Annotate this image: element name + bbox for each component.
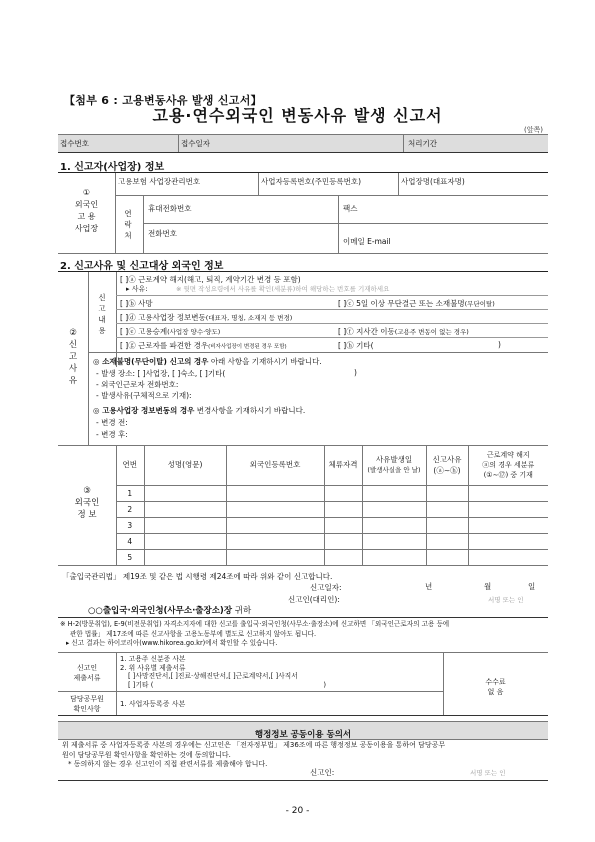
occurrence-place-field[interactable]: - 발생 장소: [ ]사업장, [ ]숙소, [ ]기타(: [96, 369, 226, 378]
reason-a-detail-hint: ※ 뒷면 작성요령에서 사유를 확인(세분류)하여 해당하는 번호를 기재하세요: [176, 285, 390, 293]
status-cell[interactable]: [324, 485, 362, 501]
official-check-item: 1. 사업자등록증 사본: [120, 700, 186, 708]
submit-doc-1: 1. 고용주 신분증 사본: [120, 655, 186, 663]
addressee-prefix: ○○: [88, 606, 103, 616]
consent-reporter-label: 신고인:: [310, 768, 335, 777]
occurrence-date-cell[interactable]: [362, 485, 426, 501]
contact-label-3: 처: [124, 231, 132, 240]
name-cell[interactable]: [144, 549, 226, 565]
consent-title-bar: [58, 721, 548, 740]
row-number: 3: [116, 517, 144, 533]
reason-f-small: (고용주 변동이 없는 경우): [394, 328, 469, 336]
missing-notice-rest: 아래 사항을 기재하시기 바랍니다.: [210, 357, 322, 366]
receipt-date-label: 접수일자: [181, 139, 210, 148]
status-cell[interactable]: [324, 533, 362, 549]
status-cell[interactable]: [324, 549, 362, 565]
fee-value: 없 음: [487, 688, 504, 696]
status-cell[interactable]: [324, 517, 362, 533]
col-header-name: 성명(영문): [144, 445, 226, 485]
consent-line-1: 위 제출서류 중 사업자등록증 사본의 경우에는 신고인은 「전자정부법」 제36조에 따른 행정정보 공동이용을 통하여 담당공무: [62, 741, 446, 749]
submit-doc-other-close: ): [323, 680, 327, 689]
section2-side-label-4: 유: [68, 376, 78, 386]
front-side-label: (앞쪽): [524, 126, 543, 134]
reason-c-small: (무단이탈): [464, 300, 495, 308]
col-header-occurrence-date: [362, 445, 426, 485]
consent-title: 행정정보 공동이용 동의서: [254, 730, 352, 740]
consent-text: [62, 741, 445, 770]
reason-f-label: [ ]ⓕ 지사간 이동: [338, 327, 395, 336]
section3-block: [58, 445, 548, 566]
subcategory-cell[interactable]: [468, 533, 548, 549]
month-label[interactable]: 월: [484, 582, 492, 591]
attachment-label: 【첨부 6 : 고용변동사유 발생 신고서】: [64, 94, 262, 107]
table-row: [116, 485, 548, 501]
name-cell[interactable]: [144, 517, 226, 533]
official-check-label-2: 확인사항: [73, 705, 101, 713]
mobile-phone-field[interactable]: 휴대전화번호: [148, 204, 192, 213]
reason-cell[interactable]: [426, 533, 468, 549]
section1-heading: 1. 신고자(사업장) 정보: [60, 162, 165, 173]
reason-d-small: (대표자, 명칭, 소재지 등 변경): [205, 314, 293, 322]
section1-block: [58, 173, 548, 254]
documents-table: [58, 652, 548, 716]
subcategory-cell[interactable]: [468, 517, 548, 533]
reason-cell[interactable]: [426, 485, 468, 501]
section1-side-label-2: 고 용: [77, 212, 96, 221]
table-row: [116, 501, 548, 517]
email-field[interactable]: 이메일 E-mail: [343, 237, 391, 246]
change-notice: [93, 405, 305, 416]
section3-side-label-1: 외국인: [74, 498, 100, 508]
receipt-number-label: 접수번호: [60, 139, 89, 148]
business-name-field[interactable]: 사업장명(대표자명): [401, 177, 465, 186]
reason-d-checkbox[interactable]: [120, 312, 292, 323]
reg-number-cell[interactable]: [226, 485, 324, 501]
submit-docs-label-2: 제출서류: [73, 674, 101, 682]
subcategory-cell[interactable]: [468, 485, 548, 501]
insurance-number-field[interactable]: 고용보험 사업장관리번호: [118, 177, 201, 186]
section1-number: ①: [82, 188, 91, 197]
contact-label-1: 연: [124, 209, 132, 218]
reason-h-checkbox[interactable]: [ ]ⓗ 기타(: [338, 341, 374, 350]
section3-side-label-2: 정 보: [77, 510, 97, 520]
reason-g-small: (비자사업장이 변경된 경우 포함): [208, 344, 287, 350]
reason-cell[interactable]: [426, 501, 468, 517]
name-cell[interactable]: [144, 533, 226, 549]
occurrence-reason-field[interactable]: - 발생사유(구체적으로 기재):: [96, 391, 192, 400]
occurrence-date-cell[interactable]: [362, 549, 426, 565]
phone-field[interactable]: 전화번호: [148, 229, 177, 238]
reason-e-small: (사업장 양수·양도): [167, 328, 221, 336]
document-title: 고용·연수외국인 변동사유 발생 신고서: [152, 106, 443, 125]
after-change-field[interactable]: - 변경 후:: [96, 430, 128, 439]
contact-label-2: 락: [124, 220, 132, 229]
status-cell[interactable]: [324, 501, 362, 517]
change-notice-rest: 변경사항을 기재하시기 바랍니다.: [196, 406, 306, 415]
business-reg-number-field[interactable]: 사업자등록번호(주민등록번호): [261, 177, 362, 186]
subcategory-cell[interactable]: [468, 501, 548, 517]
reason-e-checkbox[interactable]: [120, 326, 220, 337]
fee-label: 수수료: [485, 678, 506, 686]
table-row: [116, 533, 548, 549]
table-row: [116, 549, 548, 565]
report-date-label: 신고일자:: [310, 583, 342, 592]
addressee-name: 출입국·외국인청(사무소·출장소)장: [102, 606, 233, 616]
missing-notice: [93, 356, 322, 367]
reason-e-label: [ ]ⓔ 고용승계: [120, 327, 168, 336]
addressee-suffix: 귀하: [234, 606, 252, 616]
notice-line-2: 관한 법률」 제17조에 따른 신고사항을 고용노동부에 별도로 신고하지 않아도 됩니다.: [70, 629, 317, 638]
content-label-1: 신: [98, 293, 106, 302]
content-label-2: 고: [98, 304, 106, 313]
declaration-text: 「출입국관리법」 제19조 및 같은 법 시행령 제24조에 따라 위와 같이 신고합니다.: [62, 572, 333, 581]
col-header-serial: 연번: [116, 445, 144, 485]
reason-header-line1: 신고사유: [432, 454, 462, 464]
submit-doc-options[interactable]: [ ]사망진단서,[ ]진료·상해진단서,[ ]근로계약서,[ ]사직서: [128, 672, 298, 680]
reg-number-cell[interactable]: [226, 533, 324, 549]
worker-phone-field[interactable]: - 외국인근로자 전화번호:: [96, 380, 179, 389]
page-number: - 20 -: [285, 806, 310, 816]
occurrence-date-cell[interactable]: [362, 501, 426, 517]
notice-line-1: ※ H-2(방문취업), E-9(비전문취업) 자격소지자에 대한 신고를 출입국·외국인청(사무소·출장소)에 신고하면 「외국인근로자의 고용 등에: [60, 620, 450, 628]
subcategory-header-line1: 근로계약 해지: [486, 450, 530, 459]
table-row: [116, 517, 548, 533]
content-label-4: 용: [98, 326, 106, 335]
row-number: 4: [116, 533, 144, 549]
official-check-label-1: 담당공무원: [70, 695, 104, 703]
section2-side-label-3: 사: [68, 364, 78, 374]
row-number: 5: [116, 549, 144, 565]
subcategory-header-line3: (①∼⑰) 중 기재: [483, 470, 533, 479]
change-notice-title: ◎ 고용사업장 정보변동의 경우: [93, 406, 195, 415]
reason-b-checkbox[interactable]: [ ]ⓑ 사망: [120, 299, 153, 308]
notice-block: [60, 620, 449, 649]
row-number: 1: [116, 485, 144, 501]
name-cell[interactable]: [144, 485, 226, 501]
reason-cell[interactable]: [426, 549, 468, 565]
submit-doc-other-label: [ ]기타 (: [128, 680, 154, 689]
subcategory-cell[interactable]: [468, 549, 548, 565]
col-header-subcategory: [468, 445, 548, 485]
consent-line-3: * 동의하지 않는 경우 신고인이 직접 관련서류를 제출해야 합니다.: [68, 760, 268, 768]
submit-docs-label-1: 신고인: [76, 664, 98, 672]
reg-number-cell[interactable]: [226, 549, 324, 565]
processing-period-label: 처리기간: [408, 139, 437, 148]
section2-side-label-1: 신: [68, 340, 78, 350]
section2-heading: 2. 신고사유 및 신고대상 외국인 정보: [60, 261, 224, 272]
reason-f-checkbox[interactable]: [338, 326, 469, 337]
reason-g-checkbox[interactable]: [120, 340, 287, 351]
section2-side-label-2: 고: [68, 352, 78, 362]
receipt-bar: [58, 134, 548, 153]
before-change-field[interactable]: - 변경 전:: [96, 418, 128, 427]
reg-number-cell[interactable]: [226, 501, 324, 517]
reason-a-checkbox[interactable]: [ ]ⓐ 근로계약 해지(해고, 퇴직, 계약기간 변경 등 포함): [120, 275, 301, 284]
occurrence-date-header-line2: (발생사실을 안 날): [367, 465, 421, 474]
col-header-status: 체류자격: [324, 445, 362, 485]
missing-notice-title: ◎ 소재불명(무단이탈) 신고의 경우: [93, 357, 209, 366]
col-header-reason: [426, 445, 468, 485]
occurrence-date-cell[interactable]: [362, 517, 426, 533]
reason-c-label: [ ]ⓒ 5일 이상 무단결근 또는 소재불명: [338, 299, 465, 308]
reason-a-detail-label: ▸ 사유:: [126, 285, 148, 293]
reason-g-label: [ ]ⓖ 근로자를 파견한 경우: [120, 341, 209, 350]
submit-doc-2: 2. 위 사유별 제출서류: [120, 663, 186, 672]
subcategory-header-line2: ⓐ의 경우 세분류: [482, 460, 535, 469]
reg-number-cell[interactable]: [226, 517, 324, 533]
section2-block: [58, 272, 548, 446]
reason-cell[interactable]: [426, 517, 468, 533]
section2-number: ②: [69, 328, 77, 338]
year-label[interactable]: 년: [425, 582, 433, 591]
occurrence-date-cell[interactable]: [362, 533, 426, 549]
reason-c-checkbox[interactable]: [338, 298, 495, 309]
submit-doc-other[interactable]: [120, 681, 326, 690]
col-header-reg-number: 외국인등록번호: [226, 445, 324, 485]
fax-field[interactable]: 팩스: [343, 204, 358, 213]
reporter-label: 신고인(대리인):: [288, 595, 340, 604]
section3-number: ③: [83, 486, 91, 496]
section1-side-label-3: 사업장: [74, 224, 99, 233]
reason-d-label: [ ]ⓓ 고용사업장 정보변동: [120, 313, 206, 322]
consent-line-2: 원이 담당공무원 확인사항을 확인하는 것에 동의합니다.: [62, 750, 231, 759]
notice-line-3: ▸ 신고 결과는 하이코리아(www.hikorea.go.kr)에서 확인할 수 있습니다.: [66, 639, 278, 647]
reason-header-line2: (ⓐ∼ⓗ): [433, 465, 461, 475]
name-cell[interactable]: [144, 501, 226, 517]
occurrence-date-header-line1: 사유발생일: [375, 454, 413, 464]
day-label[interactable]: 일: [528, 582, 536, 591]
foreign-worker-table: [116, 445, 548, 565]
content-label-3: 내: [98, 315, 106, 324]
row-number: 2: [116, 501, 144, 517]
addressee: [88, 604, 251, 616]
consent-signature[interactable]: 서명 또는 인: [470, 769, 506, 777]
occurrence-place-close: ): [354, 368, 357, 377]
reason-h-close: ): [498, 340, 501, 349]
section1-side-label-1: 외국인: [74, 200, 99, 209]
reporter-signature[interactable]: 서명 또는 인: [488, 596, 524, 604]
